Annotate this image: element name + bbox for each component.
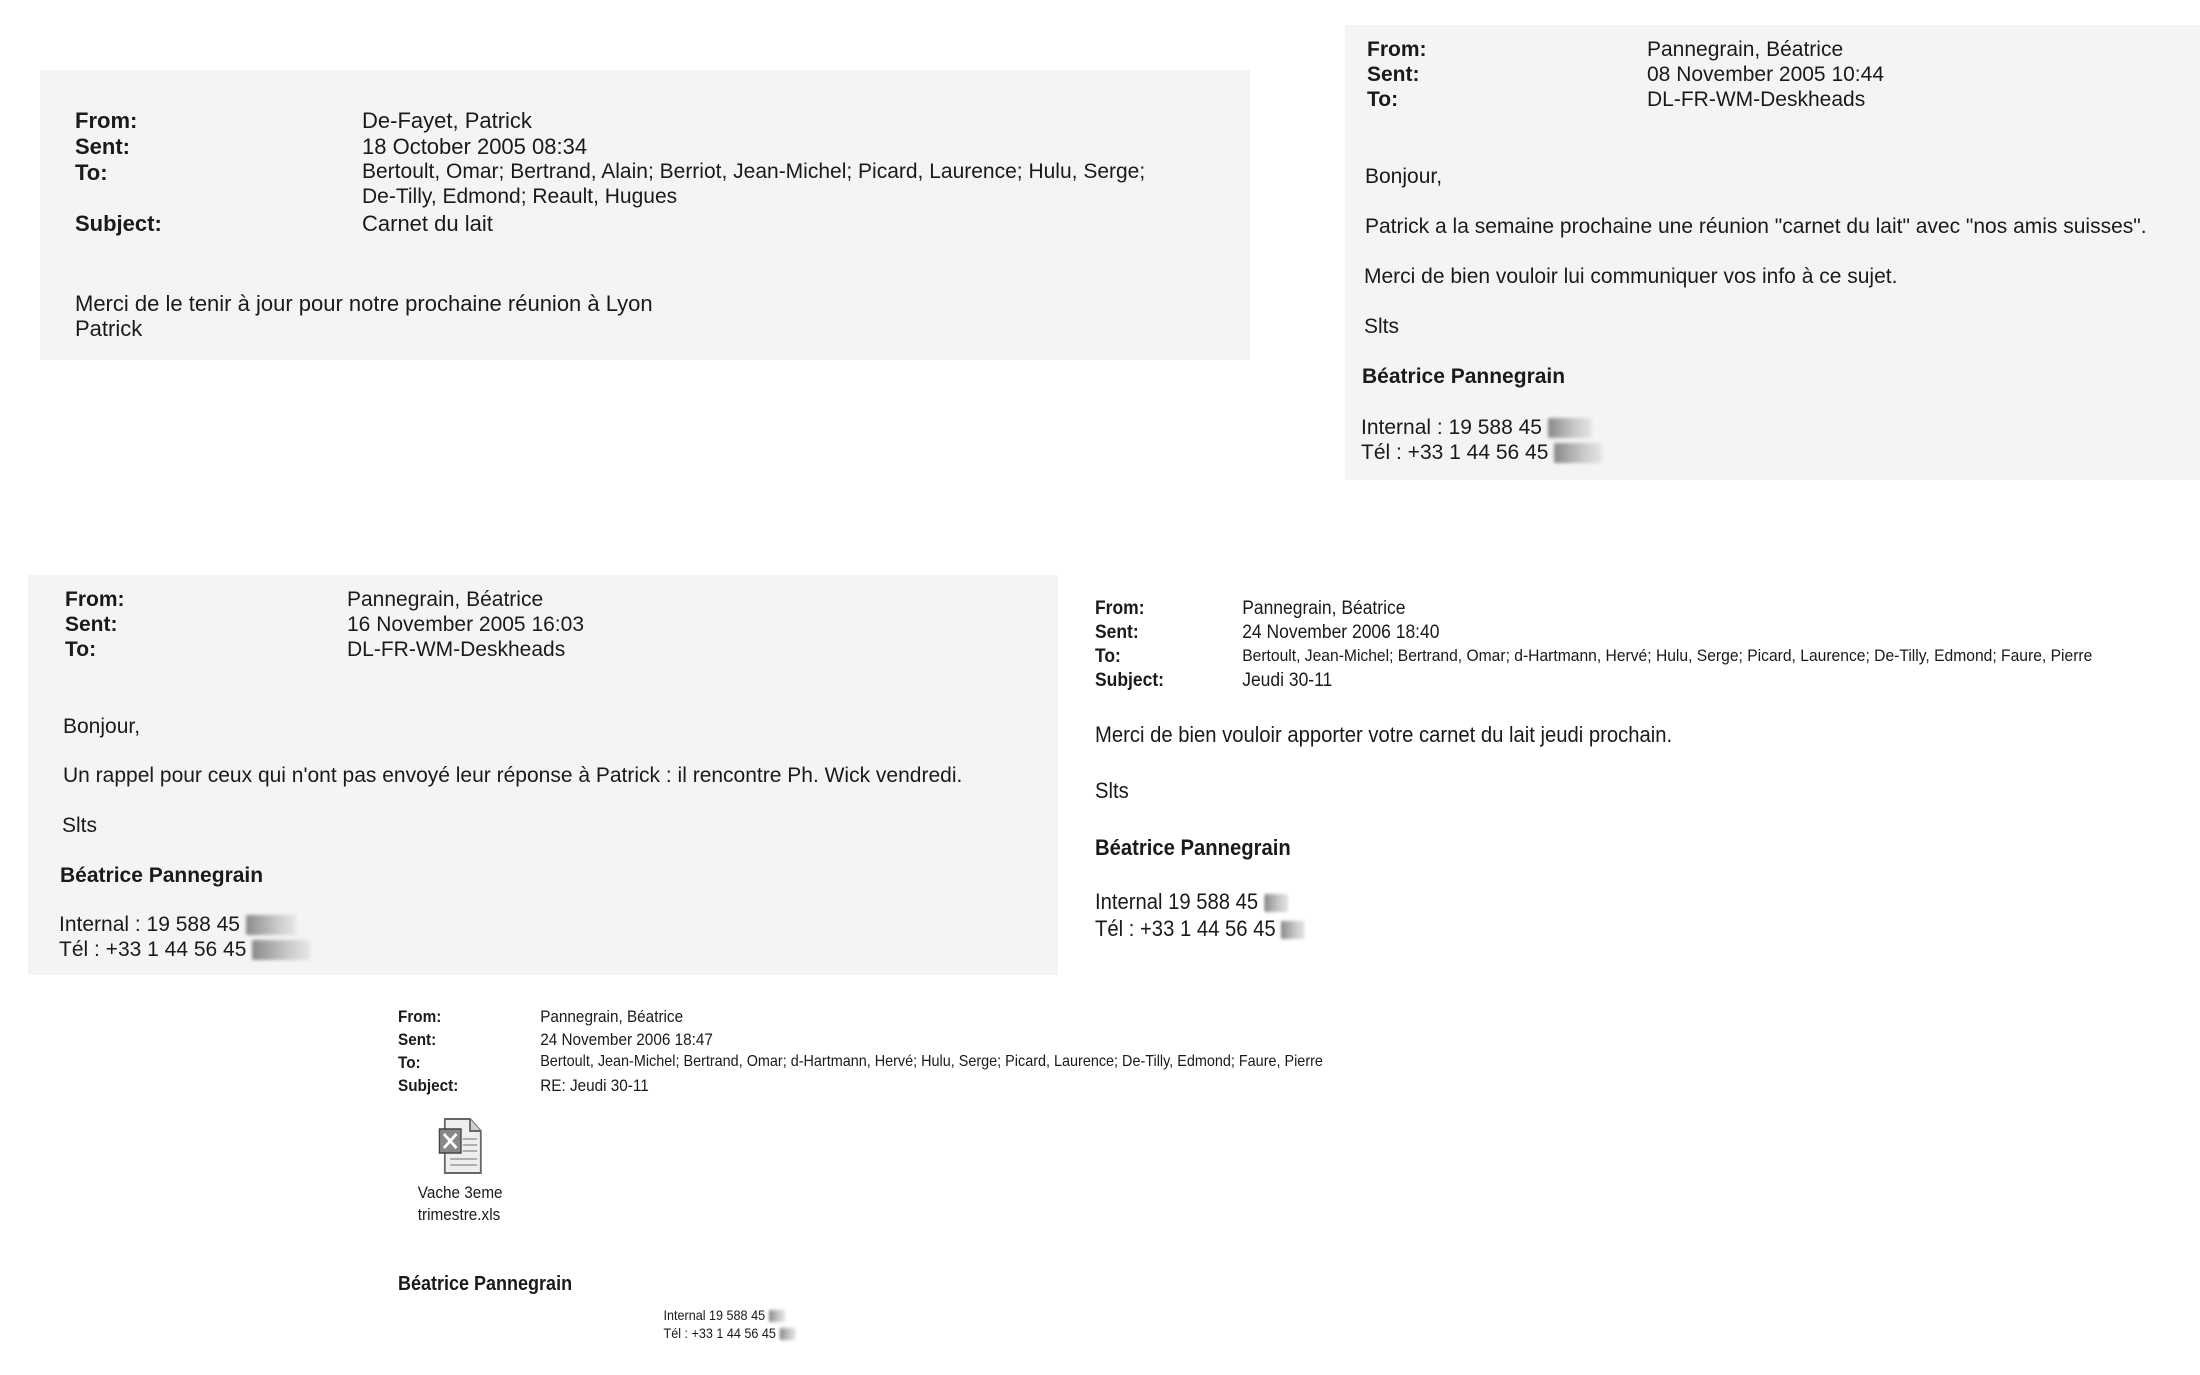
subject-label: Subject: bbox=[398, 1076, 459, 1095]
body-line: Merci de bien vouloir apporter votre carnet du lait jeudi prochain. bbox=[1095, 722, 1673, 747]
redacted-digits bbox=[1554, 443, 1602, 463]
from-value: Pannegrain, Béatrice bbox=[540, 1007, 684, 1026]
redacted-digits bbox=[769, 1310, 785, 1322]
email-3 bbox=[59, 588, 1055, 973]
from-value bbox=[362, 108, 532, 134]
body-closing: Slts bbox=[62, 814, 98, 837]
email-1 bbox=[75, 108, 1255, 358]
redacted-digits bbox=[252, 940, 310, 960]
sent-value: 24 November 2006 18:40 bbox=[1242, 622, 1440, 643]
subject-value: RE: Jeudi 30-11 bbox=[540, 1076, 649, 1095]
signature-name: Béatrice Pannegrain bbox=[60, 864, 264, 887]
sender-name: De-Fayet, Patrick bbox=[362, 108, 532, 133]
redacted-digits bbox=[246, 915, 296, 935]
phone-internal bbox=[1361, 416, 1592, 440]
phone-internal-text: Internal 19 588 45 bbox=[663, 1307, 766, 1323]
body-line: Un rappel pour ceux qui n'ont pas envoyé leur réponse à Patrick : il rencontre Ph. Wick vendredi. bbox=[63, 764, 963, 787]
phone-internal-text: Internal : 19 588 45 bbox=[59, 913, 240, 936]
sent-label: Sent: bbox=[65, 613, 118, 636]
body-closing: Slts bbox=[1364, 315, 1400, 338]
to-value: Bertoult, Jean-Michel; Bertrand, Omar; d-Hartmann, Hervé; Hulu, Serge; Picard, Laurence; De-Tilly, Edmond; Faure, Pierre bbox=[540, 1053, 1323, 1070]
to-value: DL-FR-WM-Deskheads bbox=[1647, 88, 1866, 111]
redacted-digits bbox=[1264, 894, 1288, 912]
redacted-digits bbox=[779, 1328, 795, 1340]
phone-internal bbox=[59, 913, 296, 937]
from-label: From: bbox=[1367, 38, 1427, 61]
body-closing: Slts bbox=[1095, 778, 1129, 803]
signature-name: Béatrice Pannegrain bbox=[1362, 365, 1566, 388]
redacted-digits bbox=[1281, 921, 1305, 939]
to-value-line1: Bertoult, Omar; Bertrand, Alain; Berriot, Jean-Michel; Picard, Laurence; Hulu, Serge; bbox=[362, 160, 1146, 183]
to-label: To: bbox=[1095, 646, 1121, 667]
from-label: From: bbox=[65, 588, 125, 611]
subject-value: Jeudi 30-11 bbox=[1242, 670, 1333, 691]
email-4 bbox=[1095, 598, 2112, 958]
to-label: To: bbox=[75, 160, 108, 185]
subject-label: Subject: bbox=[75, 211, 162, 236]
to-label: To: bbox=[398, 1053, 421, 1072]
attachment-name-line2[interactable]: trimestre.xls bbox=[417, 1205, 501, 1224]
sent-label: Sent: bbox=[75, 134, 130, 159]
body-signature: Patrick bbox=[75, 316, 143, 341]
signature-name: Béatrice Pannegrain bbox=[1095, 835, 1291, 860]
phone-internal-text: Internal 19 588 45 bbox=[1095, 889, 1259, 914]
email-5 bbox=[398, 1007, 1478, 1367]
sent-value: 08 November 2005 10:44 bbox=[1647, 63, 1884, 86]
body-line: Merci de le tenir à jour pour notre prochaine réunion à Lyon bbox=[75, 291, 653, 316]
phone-internal bbox=[1095, 889, 1288, 915]
to-label: To: bbox=[65, 638, 97, 661]
body-line: Patrick a la semaine prochaine une réunion "carnet du lait" avec "nos amis suisses". bbox=[1365, 215, 2147, 238]
body-greeting: Bonjour, bbox=[63, 715, 141, 738]
from-value: Pannegrain, Béatrice bbox=[1242, 598, 1406, 619]
to-label: To: bbox=[1367, 88, 1399, 111]
sent-value: 18 October 2005 08:34 bbox=[362, 134, 588, 159]
from-value: Pannegrain, Béatrice bbox=[1647, 38, 1844, 61]
body-greeting: Bonjour, bbox=[1365, 165, 1443, 188]
phone-external-text: Tél : +33 1 44 56 45 bbox=[59, 938, 247, 961]
to-value: Bertoult, Jean-Michel; Bertrand, Omar; d-Hartmann, Hervé; Hulu, Serge; Picard, Laurence; De-Tilly, Edmond; Faure, Pierre bbox=[1242, 646, 2093, 665]
sent-label: Sent: bbox=[398, 1030, 437, 1049]
redacted-digits bbox=[1548, 418, 1592, 438]
subject-label: Subject: bbox=[1095, 670, 1164, 691]
sent-value: 16 November 2005 16:03 bbox=[347, 613, 584, 636]
sent-label: Sent: bbox=[1095, 622, 1139, 643]
phone-internal bbox=[664, 1307, 785, 1323]
from-label: From: bbox=[75, 108, 138, 133]
excel-file-icon[interactable] bbox=[436, 1115, 490, 1177]
phone-external bbox=[664, 1325, 796, 1341]
phone-external bbox=[59, 938, 310, 962]
body-line: Merci de bien vouloir lui communiquer vos info à ce sujet. bbox=[1364, 265, 1898, 288]
subject-value: Carnet du lait bbox=[362, 211, 493, 236]
to-value: DL-FR-WM-Deskheads bbox=[347, 638, 566, 661]
phone-external-text: Tél : +33 1 44 56 45 bbox=[663, 1325, 776, 1341]
signature-name: Béatrice Pannegrain bbox=[398, 1273, 573, 1295]
sent-label: Sent: bbox=[1367, 63, 1420, 86]
from-label: From: bbox=[1095, 598, 1145, 619]
email-2 bbox=[1361, 38, 2200, 478]
from-label: From: bbox=[398, 1007, 442, 1026]
phone-external bbox=[1095, 916, 1305, 942]
attachment-name-line1[interactable]: Vache 3eme bbox=[417, 1183, 503, 1202]
phone-external bbox=[1361, 441, 1602, 465]
sent-value: 24 November 2006 18:47 bbox=[540, 1030, 713, 1049]
phone-external-text: Tél : +33 1 44 56 45 bbox=[1361, 441, 1549, 464]
from-value: Pannegrain, Béatrice bbox=[347, 588, 544, 611]
phone-external-text: Tél : +33 1 44 56 45 bbox=[1095, 916, 1276, 941]
phone-internal-text: Internal : 19 588 45 bbox=[1361, 416, 1542, 439]
to-value-line2: De-Tilly, Edmond; Reault, Hugues bbox=[362, 185, 678, 208]
